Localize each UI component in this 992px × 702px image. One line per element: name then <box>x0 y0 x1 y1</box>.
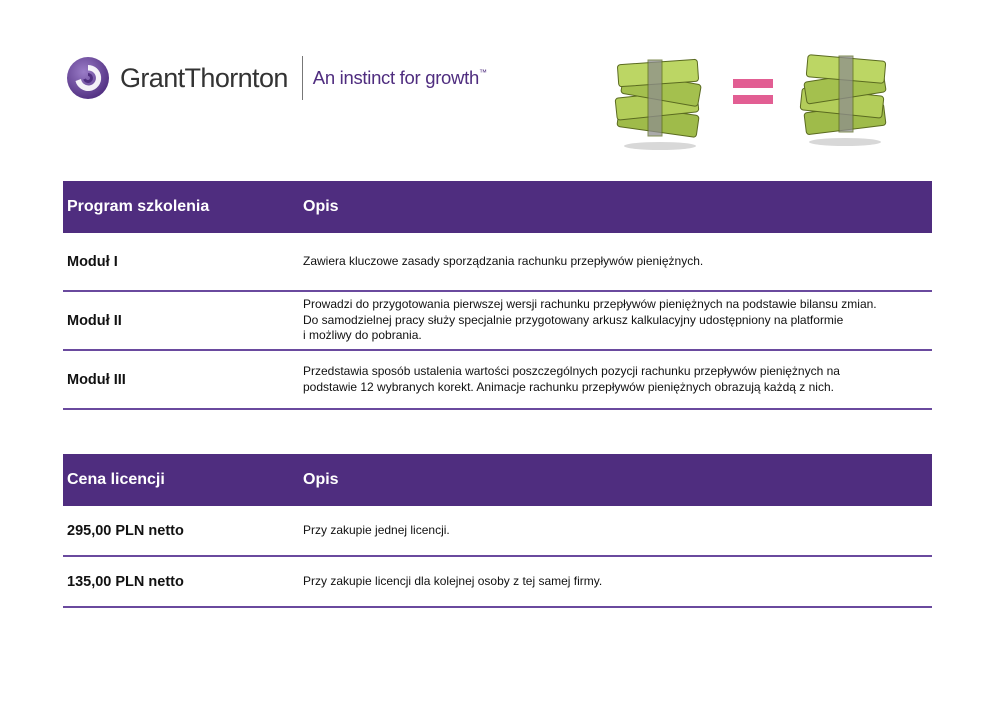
price-value: 135,00 PLN netto <box>67 573 184 590</box>
module-description: Zawiera kluczowe zasady sporządzania rachunku przepływów pieniężnych. <box>303 253 704 268</box>
program-header-label: Program szkolenia <box>67 198 210 215</box>
module-name: Moduł III <box>67 371 126 388</box>
money-stack-icon <box>612 48 708 152</box>
price-table <box>63 454 932 608</box>
brand-tagline: An instinct for growth™ <box>312 67 487 88</box>
price-description-header: Opis <box>303 471 339 488</box>
table-row <box>63 351 932 410</box>
price-header-label: Cena licencji <box>67 471 165 488</box>
money-stack-icon <box>797 44 893 148</box>
module-name: Moduł I <box>67 253 118 270</box>
equals-sign <box>733 79 773 105</box>
module-description: Prowadzi do przygotowania pierwszej wersji rachunku przepływów pieniężnych na podstawie bilansu zmian. Do samodzielnej pracy służy specjalnie przygotowany arkusz kalkulacyjny udostępniony na platformie i możliwy do pobrania. <box>303 297 877 343</box>
program-table <box>63 181 932 410</box>
module-description: Przedstawia sposób ustalenia wartości poszczególnych pozycji rachunku przepływów pieniężnych na podstawie 12 wybranych korekt. Animacje rachunku przepływów pieniężnych obrazują każdą z nich. <box>303 364 840 394</box>
price-table-header <box>63 454 932 506</box>
price-description: Przy zakupie jednej licencji. <box>303 522 450 537</box>
price-value: 295,00 PLN netto <box>67 522 184 539</box>
table-row <box>63 557 932 608</box>
brand-name: GrantThornton <box>120 62 288 93</box>
table-row <box>63 506 932 557</box>
table-row <box>63 292 932 351</box>
program-description-header: Opis <box>303 198 339 215</box>
logo-divider <box>302 56 303 100</box>
program-table-header <box>63 181 932 233</box>
grant-thornton-logo <box>66 55 487 101</box>
table-row <box>63 233 932 292</box>
grant-thornton-logo-icon <box>66 56 110 100</box>
module-name: Moduł II <box>67 312 122 329</box>
price-description: Przy zakupie licencji dla kolejnej osoby z tej samej firmy. <box>303 573 603 588</box>
